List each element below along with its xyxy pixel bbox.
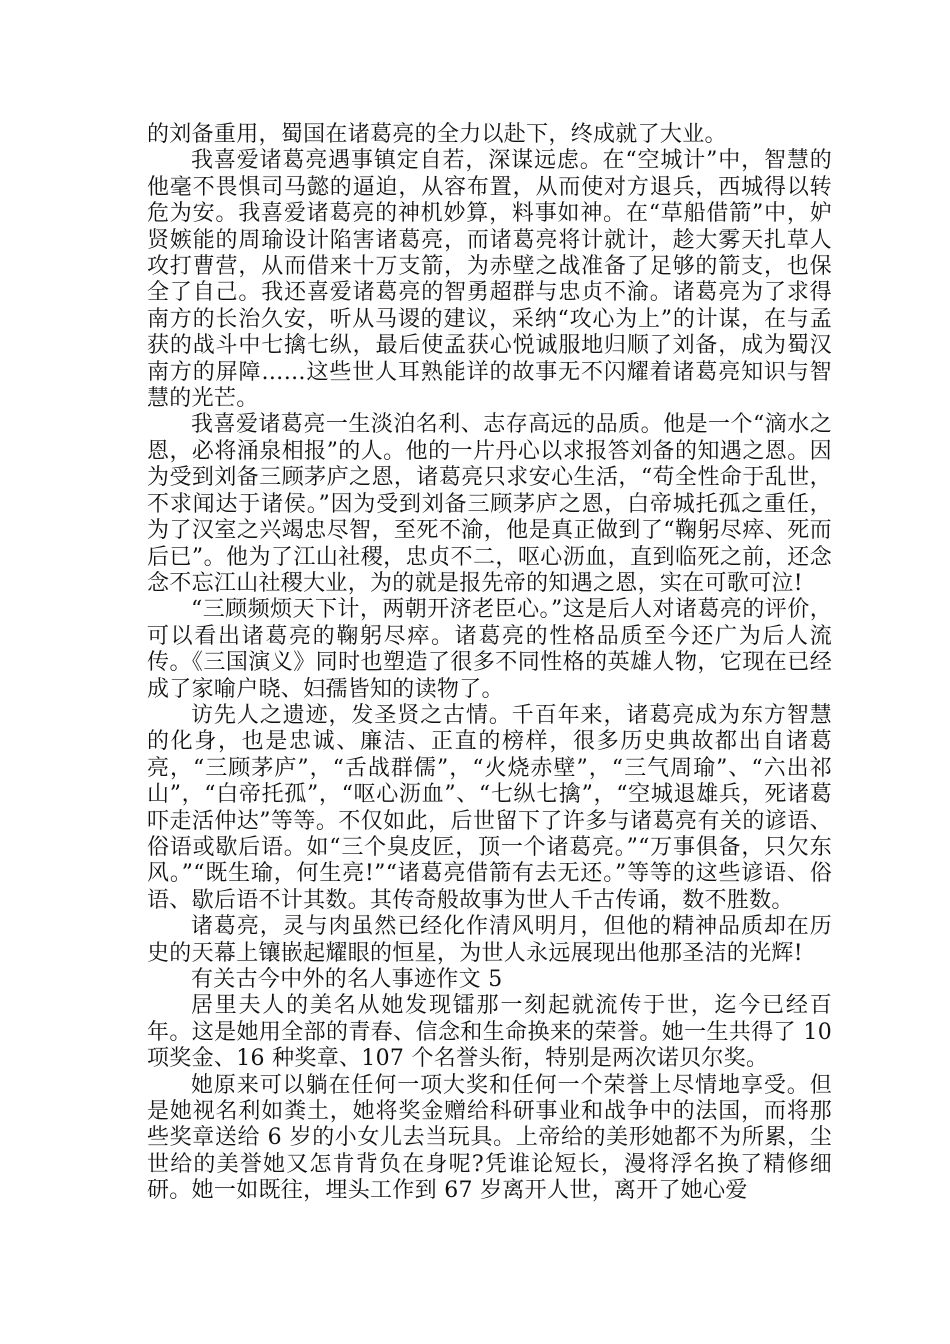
- paragraph-zhuge-legacy: 访先人之遗迹，发圣贤之古情。千百年来，诸葛亮成为东方智慧的化身，也是忠诚、廉洁、正直的榜样，很多历史典故都出自诸葛亮，“三顾茅庐”，“舌战群儒”，“火烧赤壁”，“三气周瑜”、“六出祁山”，“白帝托孤”，“呕心沥血”、“七纵七擒”，“空城退雄兵，死诸葛吓走活仲达”等等。不仅如此，后世留下了许多与诸葛亮有关的谚语、俗语或歇后语。如“三个臭皮匠，顶一个诸葛亮。”“万事俱备，只欠东风。”“既生瑜，何生亮!”“诸葛亮借箭有去无还。”等等的这些谚语、俗语、歇后语不计其数。其传奇般故事为世人千古传诵，数不胜数。: [147, 702, 832, 913]
- section-heading: 有关古今中外的名人事迹作文 5: [191, 967, 503, 992]
- document-page: [147, 122, 832, 1205]
- paragraph-continuation: 的刘备重用，蜀国在诸葛亮的全力以赴下，终成就了大业。: [147, 122, 727, 147]
- paragraph-curie-modesty: 她原来可以躺在任何一项大奖和任何一个荣誉上尽情地享受。但是她视名利如粪土，她将奖金赠给科研事业和战争中的法国，而将那些奖章送给 6 岁的小女儿去当玩具。上帝给的美形她都不为所累，尘世给的美誉她又怎肯背负在身呢?凭谁论短长，漫将浮名换了精修细研。她一如既往，埋头工作到 67 岁离开人世，离开了她心爱: [147, 1072, 832, 1204]
- paragraph-curie-fame: 居里夫人的美名从她发现镭那一刻起就流传于世，迄今已经百年。这是她用全部的青春、信念和生命换来的荣誉。她一生共得了 10 项奖金、16 种奖章、107 个名誉头衔，特别是两次诺贝尔奖。: [147, 993, 832, 1072]
- paragraph-zhuge-virtue: 我喜爱诸葛亮一生淡泊名利、志存高远的品质。他是一个“滴水之恩，必将涌泉相报”的人。他的一片丹心以求报答刘备的知遇之恩。因为受到刘备三顾茅庐之恩，诸葛亮只求安心生活，“苟全性命于乱世，不求闻达于诸侯。”因为受到刘备三顾茅庐之恩，白帝城托孤之重任，为了汉室之兴竭忠尽智，至死不渝，他是真正做到了“鞠躬尽瘁、死而后已”。他为了江山社稷，忠贞不二，呕心沥血，直到临死之前，还念念不忘江山社稷大业，为的就是报先帝的知遇之恩，实在可歌可泣!: [147, 412, 832, 596]
- paragraph-zhuge-praise: “三顾频烦天下计，两朝开济老臣心。”这是后人对诸葛亮的评价，可以看出诸葛亮的鞠躬尽瘁。诸葛亮的性格品质至今还广为后人流传。《三国演义》同时也塑造了很多不同性格的英雄人物，它现在已经成了家喻户晓、妇孺皆知的读物了。: [147, 597, 832, 702]
- paragraph-zhuge-calm: 我喜爱诸葛亮遇事镇定自若，深谋远虑。在“空城计”中，智慧的他毫不畏惧司马懿的逼迫，从容布置，从而使对方退兵，西城得以转危为安。我喜爱诸葛亮的神机妙算，料事如神。在“草船借箭”中，妒贤嫉能的周瑜设计陷害诸葛亮，而诸葛亮将计就计，趁大雾天扎草人攻打曹营，从而借来十万支箭，为赤壁之战准备了足够的箭支，也保全了自己。我还喜爱诸葛亮的智勇超群与忠贞不渝。诸葛亮为了求得南方的长治久安，听从马谡的建议，采纳“攻心为上”的计谋，在与孟获的战斗中七擒七纵，最后使孟获心悦诚服地归顺了刘备，成为蜀汉南方的屏障……这些世人耳熟能详的故事无不闪耀着诸葛亮知识与智慧的光芒。: [147, 148, 832, 412]
- paragraph-zhuge-conclusion: 诸葛亮，灵与肉虽然已经化作清风明月，但他的精神品质却在历史的天幕上镶嵌起耀眼的恒星，为世人永远展现出他那圣洁的光辉!: [147, 914, 832, 966]
